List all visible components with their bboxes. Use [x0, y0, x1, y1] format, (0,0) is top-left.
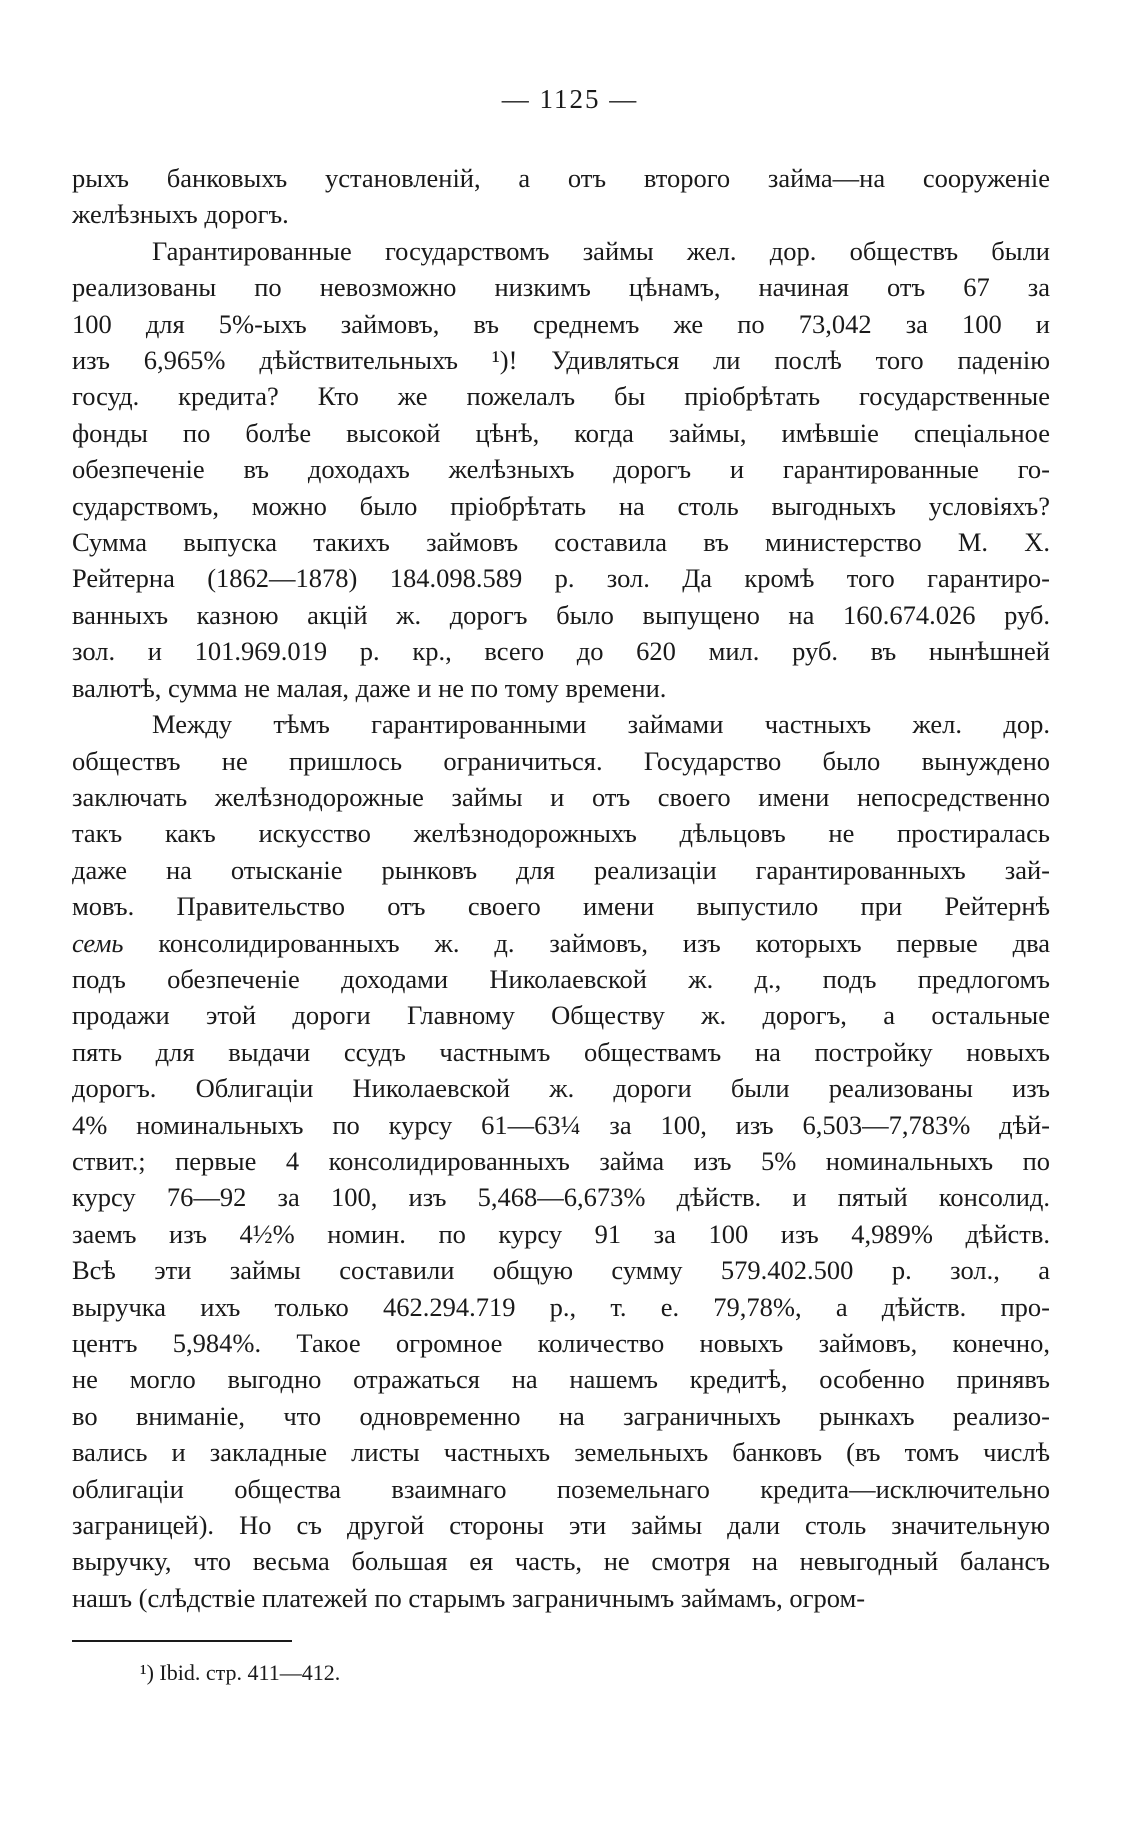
text-line: такъ какъ искусство желѣзнодорожныхъ дѣльцовъ не простиралась: [72, 818, 1050, 849]
text-line: валютѣ, сумма не малая, даже и не по тому времени.: [72, 672, 667, 703]
text-line: Рейтерна (1862—1878) 184.098.589 р. зол. Да кромѣ того гарантиро-: [72, 563, 1050, 594]
page-number: — 1125 —: [501, 84, 639, 114]
text-line: выручка ихъ только 462.294.719 р., т. е. 79,78%, а дѣйств. про-: [72, 1291, 1050, 1322]
text-line: облигаціи общества взаимнаго поземельнаго кредита—исключительно: [72, 1473, 1050, 1504]
text-line: фонды по болѣе высокой цѣнѣ, когда займы, имѣвшіе спеціальное: [72, 417, 1050, 448]
paragraph-1: [72, 160, 1050, 233]
text-line: Всѣ эти займы составили общую сумму 579.402.500 р. зол., а: [72, 1255, 1050, 1286]
text-line: даже на отысканіе рынковъ для реализаціи гарантированныхъ зай-: [72, 854, 1050, 885]
text-line: 100 для 5%-ыхъ займовъ, въ среднемъ же по 73,042 за 100 и: [72, 308, 1050, 339]
paragraph-2: [72, 233, 1050, 706]
text-line: обществъ не пришлось ограничиться. Государство было вынуждено: [72, 745, 1050, 776]
text-line: дорогъ. Облигаціи Николаевской ж. дороги были реализованы изъ: [72, 1073, 1050, 1104]
text-line: курсу 76—92 за 100, изъ 5,468—6,673% дѣйств. и пятый консолид.: [72, 1182, 1050, 1213]
text-line: изъ 6,965% дѣйствительныхъ ¹)! Удивляться ли послѣ того паденію: [72, 345, 1050, 376]
text-line: нашъ (слѣдствіе платежей по старымъ заграничнымъ займамъ, огром-: [72, 1582, 866, 1613]
footnote-rule: [72, 1640, 292, 1642]
paragraph-3: [72, 706, 1050, 1616]
text-line: продажи этой дороги Главному Обществу ж. дорогъ, а остальные: [72, 1000, 1050, 1031]
text-line: рыхъ банковыхъ установленій, а отъ второго займа—на сооруженіе: [72, 163, 1050, 193]
text-line: Гарантированные государствомъ займы жел. дор. обществъ были: [152, 235, 1050, 266]
text-line: семь консолидированныхъ ж. д. займовъ, изъ которыхъ первые два: [72, 927, 1050, 958]
text-line: подъ обезпеченіе доходами Николаевской ж. д., подъ предлогомъ: [72, 963, 1050, 994]
text-line: заключать желѣзнодорожные займы и отъ своего имени непосредственно: [72, 781, 1050, 812]
text-line: выручку, что весьма большая ея часть, не смотря на невыгодный балансъ: [72, 1546, 1050, 1577]
text-line: заграницей). Но съ другой стороны эти займы дали столь значительную: [72, 1510, 1050, 1541]
text-line: пять для выдачи ссудъ частнымъ обществамъ на постройку новыхъ: [72, 1036, 1050, 1067]
text-line: Между тѣмъ гарантированными займами частныхъ жел. дор.: [152, 709, 1050, 740]
text-line: желѣзныхъ дорогъ.: [72, 199, 289, 230]
text-line: реализованы по невозможно низкимъ цѣнамъ, начиная отъ 67 за: [72, 272, 1050, 303]
text-line: госуд. кредита? Кто же пожелалъ бы пріобрѣтать государственные: [72, 381, 1050, 412]
text-line: ванныхъ казною акцій ж. дорогъ было выпущено на 160.674.026 руб.: [72, 599, 1050, 630]
text-line: обезпеченіе въ доходахъ желѣзныхъ дорогъ и гарантированные го-: [72, 454, 1050, 485]
text-line: вались и закладные листы частныхъ земельныхъ банковъ (въ томъ числѣ: [72, 1437, 1050, 1468]
text-line: заемъ изъ 4½% номин. по курсу 91 за 100 изъ 4,989% дѣйств.: [72, 1218, 1050, 1249]
text-line: во вниманіе, что одновременно на заграничныхъ рынкахъ реализо-: [72, 1400, 1050, 1431]
text-line: Сумма выпуска такихъ займовъ составила въ министерство М. Х.: [72, 527, 1050, 558]
footnote: ¹) Ibid. стр. 411—412.: [140, 1660, 341, 1685]
body-text: [72, 160, 1050, 1616]
text-line: центъ 5,984%. Такое огромное количество новыхъ займовъ, конечно,: [72, 1328, 1050, 1358]
text-line: мовъ. Правительство отъ своего имени выпустило при Рейтернѣ: [72, 891, 1050, 922]
text-line: ствит.; первые 4 консолидированныхъ займа изъ 5% номинальныхъ по: [72, 1145, 1050, 1176]
text-line: не могло выгодно отражаться на нашемъ кредитѣ, особенно принявъ: [72, 1364, 1050, 1395]
text-line: зол. и 101.969.019 р. кр., всего до 620 мил. руб. въ нынѣшней: [72, 636, 1050, 667]
text-line: сударствомъ, можно было пріобрѣтать на столь выгодныхъ условіяхъ?: [72, 490, 1050, 521]
text-line: 4% номинальныхъ по курсу 61—63¼ за 100, изъ 6,503—7,783% дѣй-: [72, 1109, 1050, 1140]
